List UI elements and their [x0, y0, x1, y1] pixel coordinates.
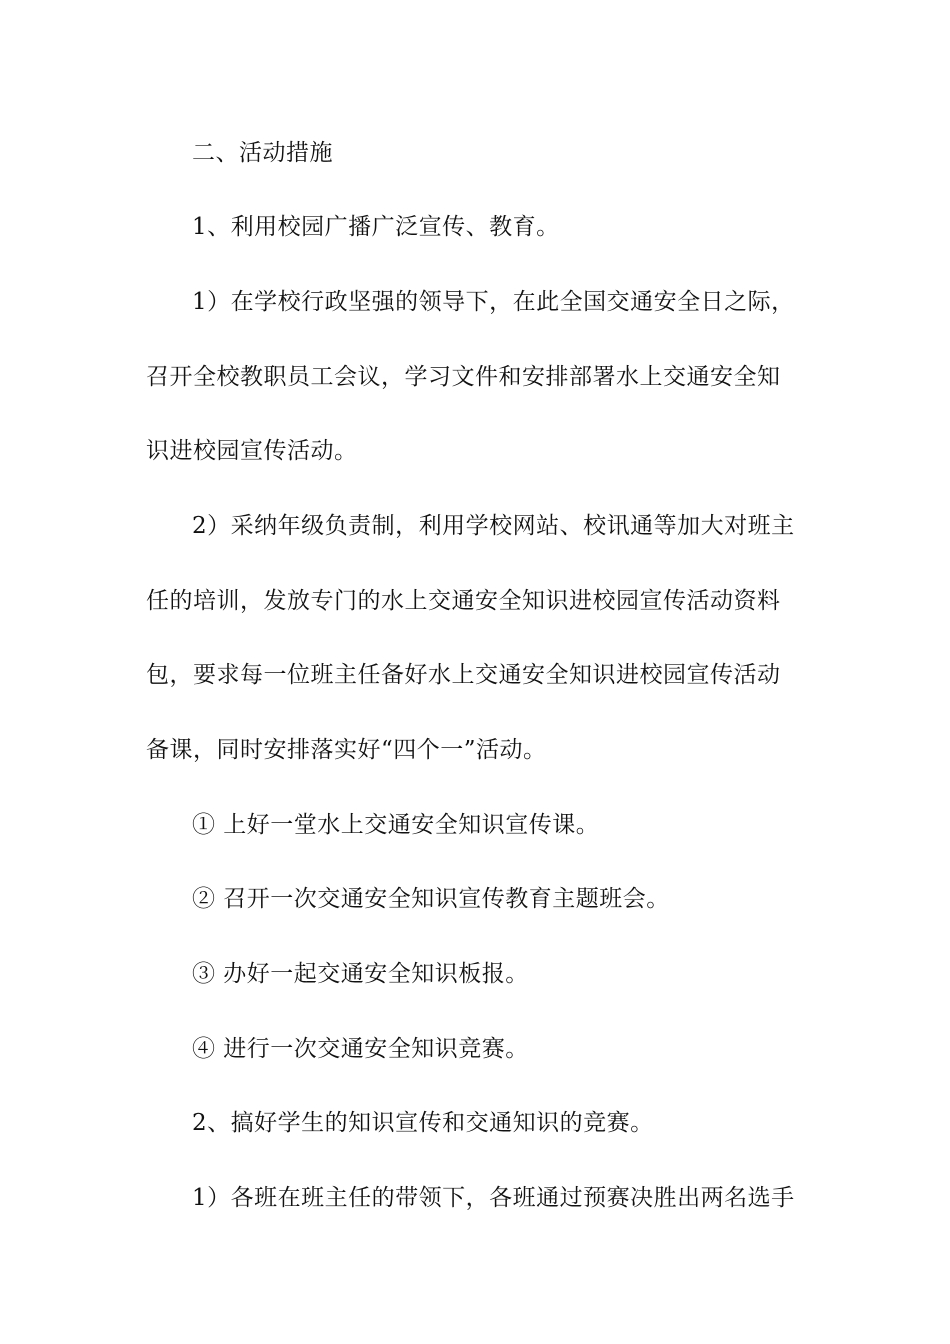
paragraph-2-line-4: 备课，同时安排落实好“四个一”活动。 — [146, 737, 547, 763]
paragraph-2-line-3: 包，要求每一位班主任备好水上交通安全知识进校园宣传活动 — [146, 662, 781, 688]
paragraph-1-line-3: 识进校园宣传活动。 — [146, 438, 358, 464]
paragraph-1-line-2: 召开全校教职员工会议，学习文件和安排部署水上交通安全知 — [146, 364, 781, 390]
section-heading: 二、活动措施 — [192, 140, 333, 166]
sub-item-4: ④ 进行一次交通安全知识竞赛。 — [192, 1036, 529, 1062]
paragraph-2-line-1: 2）采纳年级负责制，利用学校网站、校讯通等加大对班主 — [192, 513, 795, 539]
sub-item-1: ① 上好一堂水上交通安全知识宣传课。 — [192, 812, 600, 838]
list-item-2: 2、搞好学生的知识宣传和交通知识的竞赛。 — [192, 1110, 654, 1136]
paragraph-3-line-1: 1）各班在班主任的带领下，各班通过预赛决胜出两名选手 — [192, 1185, 795, 1211]
sub-item-2: ② 召开一次交通安全知识宣传教育主题班会。 — [192, 886, 670, 912]
sub-item-3: ③ 办好一起交通安全知识板报。 — [192, 961, 529, 987]
paragraph-2-line-2: 任的培训，发放专门的水上交通安全知识进校园宣传活动资料 — [146, 588, 781, 614]
list-item-1: 1、利用校园广播广泛宣传、教育。 — [192, 214, 560, 240]
paragraph-1-line-1: 1）在学校行政坚强的领导下，在此全国交通安全日之际， — [192, 289, 795, 315]
